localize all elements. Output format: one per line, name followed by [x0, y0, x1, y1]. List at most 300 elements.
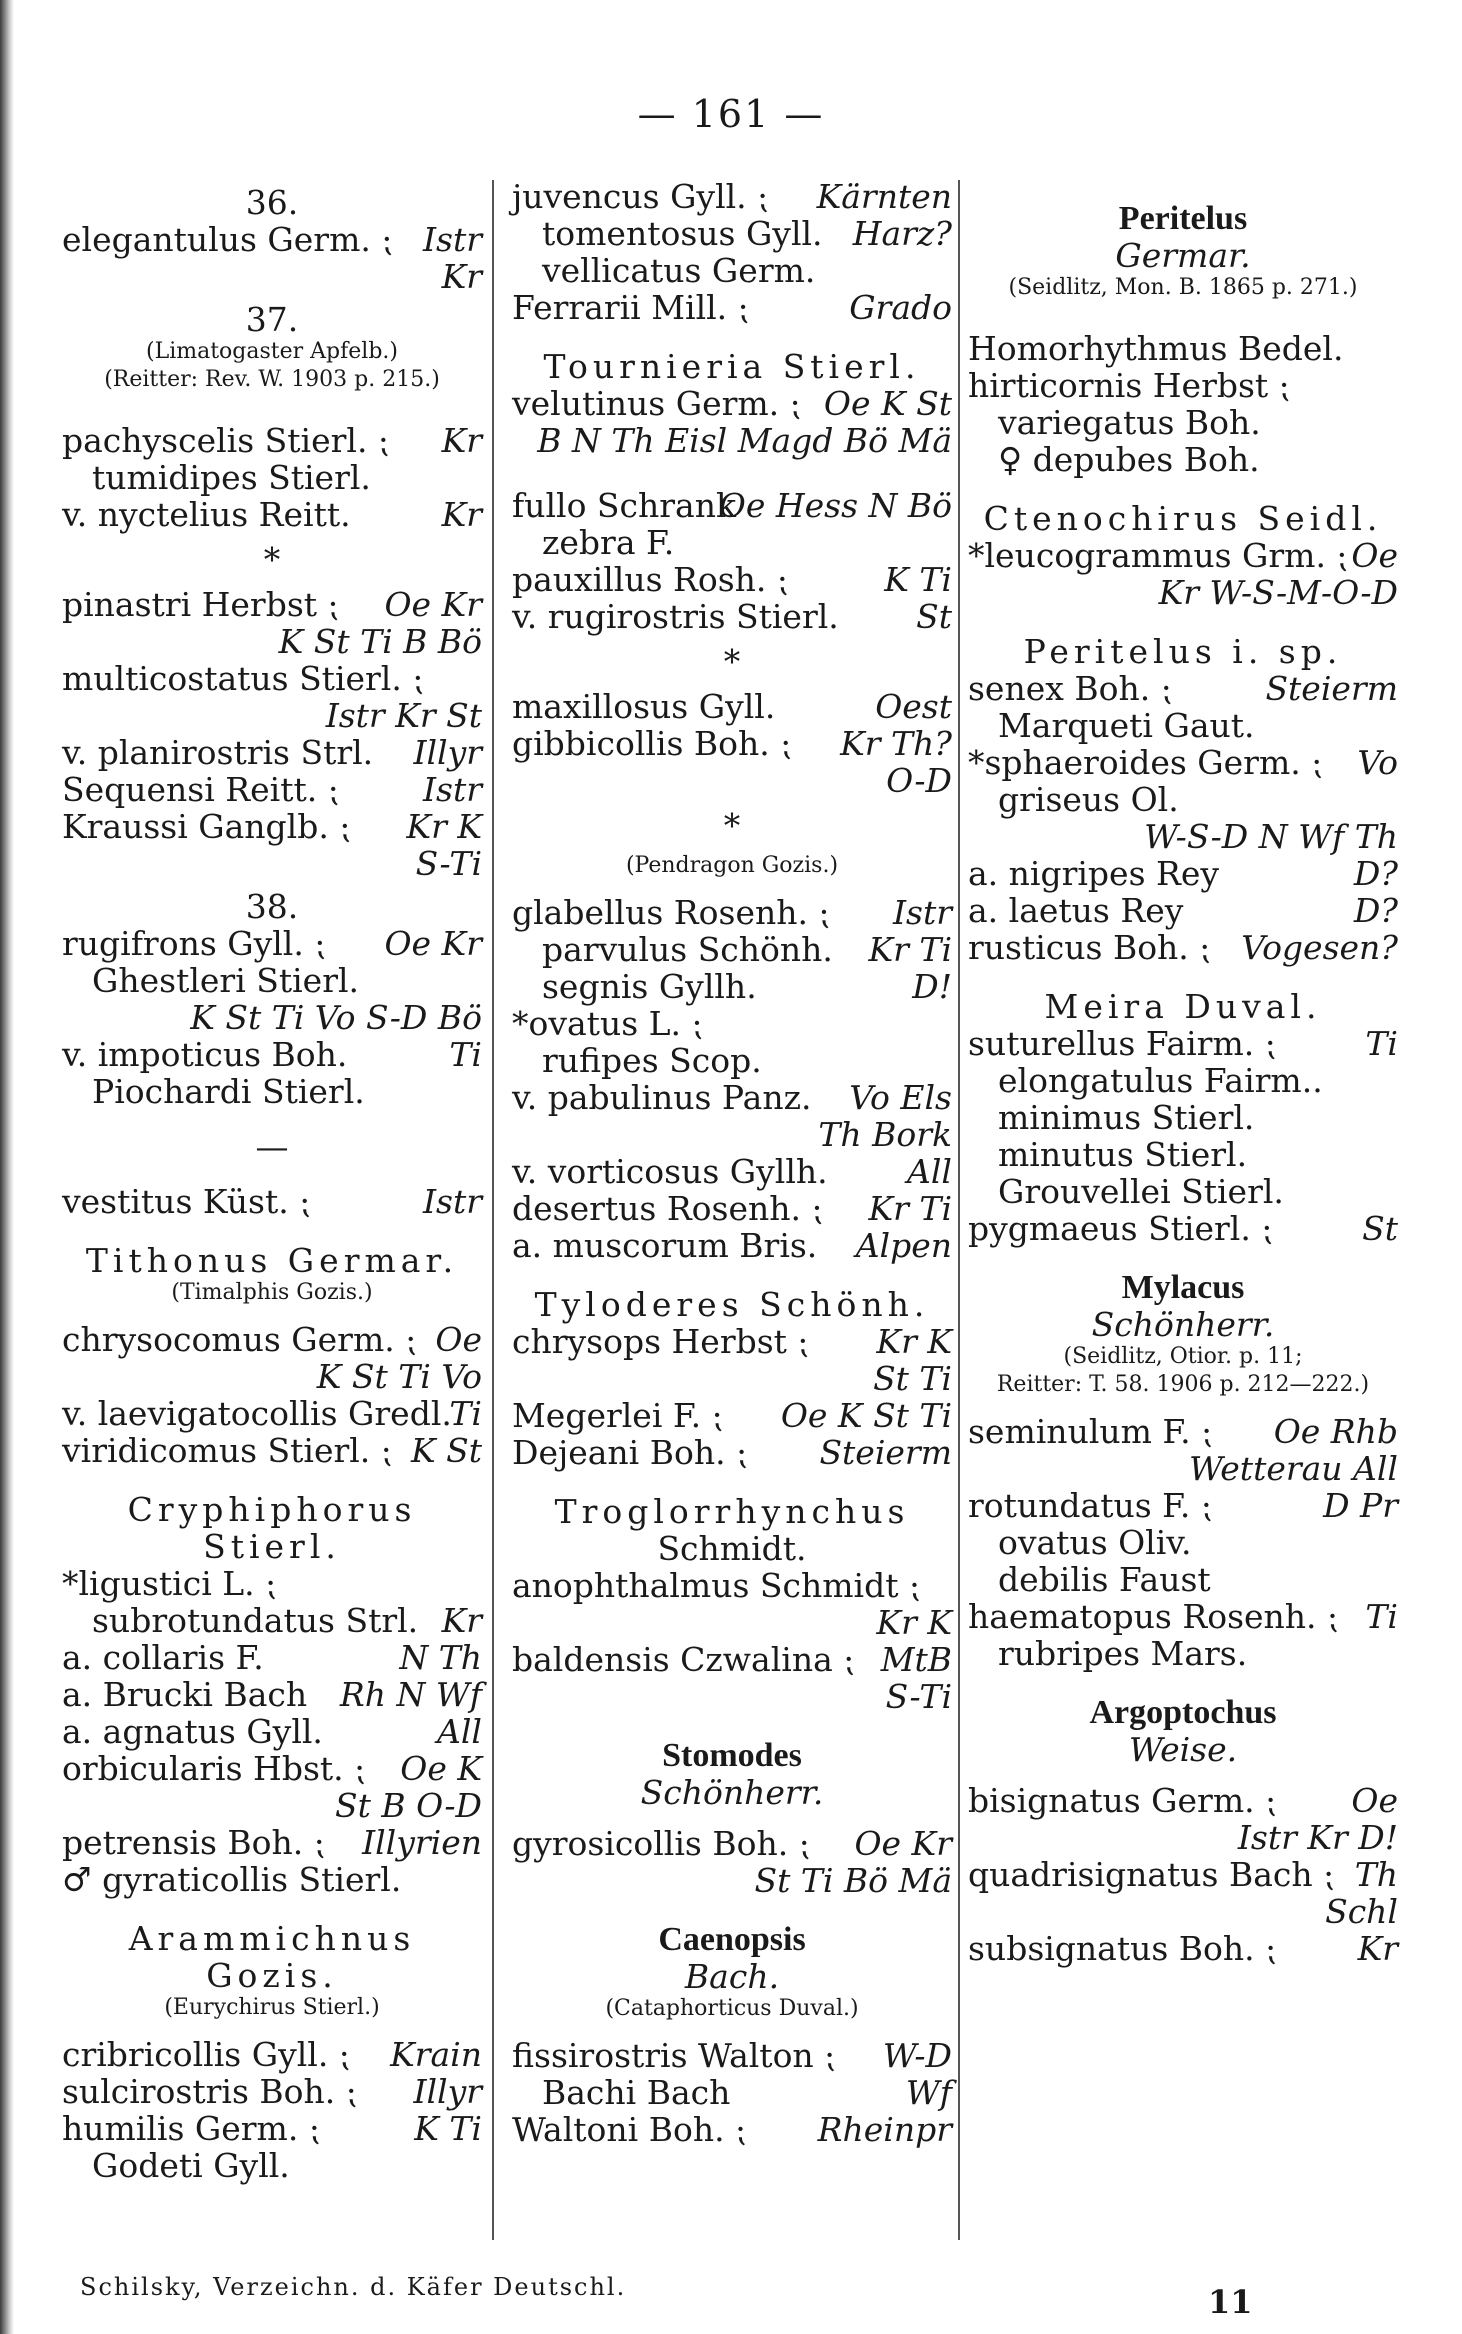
locality-continuation: K St Ti Vo [316, 1357, 482, 1396]
species-entry [968, 330, 1398, 367]
species-entry [512, 1227, 952, 1264]
locality-continuation: Kr [441, 257, 482, 296]
taxon-name: tomentosus Gyll. [542, 214, 823, 253]
taxon-name: velutinus Germ. ⁏ [512, 384, 801, 423]
species-entry [512, 1641, 952, 1678]
taxon-name: fullo Schrank [512, 486, 736, 525]
locality-continuation: St Ti [873, 1359, 952, 1398]
locality: D! [912, 967, 952, 1006]
taxon-name: a. agnatus Gyll. [62, 1712, 323, 1751]
locality: Krain [390, 2035, 482, 2074]
synonym-entry [968, 1062, 1398, 1099]
taxon-name: desertus Rosenh. ⁏ [512, 1189, 823, 1228]
taxon-name: Dejeani Boh. ⁏ [512, 1433, 748, 1472]
species-entry [968, 367, 1398, 404]
species-entry [512, 1825, 952, 1862]
species-entry [62, 1395, 482, 1432]
locality: Oe [1351, 536, 1398, 575]
taxon-name: gibbicollis Boh. ⁏ [512, 724, 792, 763]
genus-author: Bach. [684, 1957, 780, 1996]
locality: Kr K [876, 1322, 952, 1361]
locality: Kr Ti [868, 930, 952, 969]
spacer [512, 880, 952, 894]
species-entry [512, 2111, 952, 2148]
species-entry [62, 1565, 482, 1602]
taxon-name: cribricollis Gyll. ⁏ [62, 2035, 350, 2074]
taxon-name: anophthalmus Schmidt ⁏ [512, 1566, 921, 1605]
species-entry [968, 855, 1398, 892]
species-entry [968, 892, 1398, 929]
taxon-name: Ghestleri Stierl. [92, 961, 360, 1000]
separator-dash: — [255, 1127, 289, 1166]
species-entry [62, 221, 482, 258]
locality: St [1362, 1209, 1398, 1248]
species-entry [62, 808, 482, 845]
spacer [512, 1811, 952, 1825]
taxon-name: rubripes Mars. [998, 1634, 1248, 1673]
locality: Kärnten [816, 177, 952, 216]
species-entry [968, 1413, 1398, 1450]
taxon-name: ♂ gyraticollis Stierl. [62, 1860, 402, 1899]
genus-author: Schmidt. [657, 1529, 807, 1568]
synonym-entry [968, 1561, 1398, 1598]
spacer [968, 302, 1398, 330]
taxon-name: Waltoni Boh. ⁏ [512, 2110, 747, 2149]
taxon-name: ♀ depubes Boh. [998, 440, 1260, 479]
taxon-name: bisignatus Germ. ⁏ [968, 1781, 1277, 1820]
species-entry [968, 537, 1398, 574]
locality-continuation: K St Ti Vo S-D Bö [190, 998, 482, 1037]
taxon-name: senex Boh. ⁏ [968, 669, 1172, 708]
genus-heading: Tithonus Germar. [85, 1241, 459, 1280]
synonym-entry [968, 1099, 1398, 1136]
locality: Vogesen? [1241, 928, 1398, 967]
locality-continuation: Istr Kr D! [1237, 1818, 1398, 1857]
taxon-name: Ferrarii Mill. ⁏ [512, 288, 749, 327]
locality: W-D [882, 2036, 952, 2075]
locality: K St [410, 1431, 482, 1470]
locality: Rh N Wf [339, 1675, 482, 1714]
locality: Rheinpr [817, 2110, 952, 2149]
locality: All [907, 1152, 952, 1191]
locality: Oe Kr [384, 924, 482, 963]
synonym-entry [512, 2074, 952, 2111]
taxon-name: Sequensi Reitt. ⁏ [62, 770, 339, 809]
taxon-name: segnis Gyllh. [542, 967, 757, 1006]
species-entry [968, 1487, 1398, 1524]
species-entry [512, 1005, 952, 1042]
species-entry [512, 725, 952, 762]
locality: Ti [449, 1035, 482, 1074]
genus-heading: Mylacus [1121, 1269, 1245, 1306]
reference-note: (Pendragon Gozis.) [625, 853, 839, 878]
species-entry [512, 1079, 952, 1116]
taxon-name: suturellus Fairm. ⁏ [968, 1024, 1276, 1063]
locality: Kr Th? [840, 724, 952, 763]
taxon-name: subrotundatus Strl. [92, 1601, 419, 1640]
taxon-name: pauxillus Rosh. ⁏ [512, 560, 789, 599]
synonym-entry [968, 404, 1398, 441]
species-entry [512, 1434, 952, 1471]
species-entry [512, 385, 952, 422]
synonym-entry [968, 781, 1398, 818]
genus-heading: Cryphiphorus Stierl. [127, 1490, 417, 1566]
taxon-name: Kraussi Ganglb. ⁏ [62, 807, 351, 846]
taxon-name: *ligustici L. ⁏ [62, 1564, 277, 1603]
species-entry [512, 688, 952, 725]
species-entry [512, 178, 952, 215]
taxon-name: tumidipes Stierl. [92, 458, 371, 497]
locality: D? [1353, 854, 1398, 893]
genus-heading: Stomodes [662, 1737, 802, 1774]
locality: Oe [435, 1320, 482, 1359]
genus-author: Weise. [1128, 1730, 1238, 1769]
spacer [512, 2023, 952, 2037]
taxon-name: a. collaris F. [62, 1638, 264, 1677]
taxon-name: a. Brucki Bach [62, 1675, 308, 1714]
locality: Kr [441, 495, 482, 534]
species-entry [62, 1639, 482, 1676]
genus-heading: Tournieria Stierl. [543, 347, 921, 386]
locality: Grado [849, 288, 952, 327]
locality: Kr K [406, 807, 482, 846]
synonym-entry [62, 459, 482, 496]
genus-heading: Meira Duval. [1044, 987, 1322, 1026]
species-entry [62, 734, 482, 771]
locality: Istr [422, 1182, 482, 1221]
taxon-name: v. rugirostris Stierl. [512, 597, 839, 636]
reference-note: (Limatogaster Apfelb.) [146, 339, 398, 364]
reference-note: (Seidlitz, Otior. p. 11; [1063, 1344, 1303, 1369]
genus-author: Schönherr. [1091, 1305, 1275, 1344]
taxon-name: v. impoticus Boh. [62, 1035, 348, 1074]
genus-heading: Troglorrhynchus [554, 1492, 910, 1531]
locality: Kr [1357, 1929, 1398, 1968]
species-entry [62, 660, 482, 697]
column-2 [512, 178, 952, 2148]
genus-heading: Argoptochus [1089, 1694, 1277, 1731]
taxon-name: rusticus Boh. ⁏ [968, 928, 1211, 967]
reference-note: (Timalphis Gozis.) [171, 1280, 373, 1305]
locality-continuation: St B O-D [335, 1786, 482, 1825]
separator-asterisk: * [723, 806, 741, 845]
locality: Oe K [400, 1749, 482, 1788]
species-entry [512, 487, 952, 524]
taxon-name: minimus Stierl. [998, 1098, 1255, 1137]
taxon-name: v. vorticosus Gyllh. [512, 1152, 828, 1191]
species-entry [62, 1676, 482, 1713]
sheet-number: 11 [1208, 2283, 1253, 2321]
separator-asterisk: * [263, 540, 281, 579]
taxon-name: rotundatus F. ⁏ [968, 1486, 1213, 1525]
species-entry [512, 1190, 952, 1227]
species-entry [62, 2110, 482, 2147]
taxon-name: gyrosicollis Boh. ⁏ [512, 1824, 810, 1863]
locality: Ti [1365, 1024, 1398, 1063]
taxon-name: haematopus Rosenh. ⁏ [968, 1597, 1339, 1636]
species-entry [62, 925, 482, 962]
locality-continuation: Schl [1325, 1892, 1398, 1931]
species-entry [968, 670, 1398, 707]
taxon-name: Homorhythmus Bedel. [968, 329, 1344, 368]
separator-asterisk: * [723, 642, 741, 681]
taxon-name: a. laetus Rey [968, 891, 1184, 930]
taxon-name: v. nyctelius Reitt. [62, 495, 351, 534]
species-entry [968, 929, 1398, 966]
page-number: — 161 — [637, 92, 825, 136]
synonym-entry [62, 1073, 482, 1110]
taxon-name: variegatus Boh. [998, 403, 1261, 442]
locality: MtB [880, 1640, 952, 1679]
locality: Wf [905, 2073, 952, 2112]
reference-note: (Seidlitz, Mon. B. 1865 p. 271.) [1008, 275, 1358, 300]
locality-continuation: B N Th Eisl Magd Bö Mä [537, 421, 952, 460]
taxon-name: pachyscelis Stierl. ⁏ [62, 421, 390, 460]
species-entry [512, 1153, 952, 1190]
species-entry [62, 2073, 482, 2110]
column-1 [62, 178, 482, 2184]
taxon-name: sulcirostris Boh. ⁏ [62, 2072, 357, 2111]
spacer [968, 1768, 1398, 1782]
species-entry [62, 1036, 482, 1073]
taxon-name: hirticornis Herbst ⁏ [968, 366, 1290, 405]
genus-heading: Arammichnus Gozis. [128, 1919, 416, 1995]
spacer [62, 2022, 482, 2036]
locality: Ti [449, 1394, 482, 1433]
taxon-name: seminulum F. ⁏ [968, 1412, 1213, 1451]
taxon-name: vestitus Küst. ⁏ [62, 1182, 311, 1221]
synonym-entry [968, 1173, 1398, 1210]
synonym-entry [512, 215, 952, 252]
locality-continuation: S-Ti [885, 1677, 952, 1716]
locality: Oe Hess N Bö [718, 486, 952, 525]
reference-note: (Eurychirus Stierl.) [164, 1995, 380, 2020]
taxon-name: *ovatus L. ⁏ [512, 1004, 703, 1043]
taxon-name: Grouvellei Stierl. [998, 1172, 1284, 1211]
footer-citation: Schilsky, Verzeichn. d. Käfer Deutschl. [80, 2273, 627, 2301]
taxon-name: rufipes Scop. [542, 1041, 762, 1080]
genus-author: Schönherr. [640, 1773, 824, 1812]
locality: K Ti [414, 2109, 482, 2148]
binding-edge [0, 0, 14, 2334]
taxon-name: rugifrons Gyll. ⁏ [62, 924, 326, 963]
locality: Steierm [1265, 669, 1398, 708]
synonym-entry [62, 962, 482, 999]
locality: Oe Rhb [1273, 1412, 1398, 1451]
taxon-name: orbicularis Hbst. ⁏ [62, 1749, 366, 1788]
species-entry [512, 561, 952, 598]
taxon-name: humilis Germ. ⁏ [62, 2109, 320, 2148]
locality: Oe Kr [854, 1824, 952, 1863]
locality-continuation: Kr W-S-M-O-D [1158, 573, 1398, 612]
taxon-name: baldensis Czwalina ⁏ [512, 1640, 855, 1679]
column-divider-2 [958, 180, 960, 2240]
species-entry [512, 1397, 952, 1434]
taxon-name: Piochardi Stierl. [92, 1072, 365, 1111]
taxon-name: petrensis Boh. ⁏ [62, 1823, 325, 1862]
species-entry [62, 2036, 482, 2073]
taxon-name: *leucogrammus Grm. ⁏ [968, 536, 1348, 575]
locality: Istr [892, 893, 952, 932]
locality: Alpen [855, 1226, 952, 1265]
taxon-name: chrysocomus Germ. ⁏ [62, 1320, 417, 1359]
synonym-entry [512, 524, 952, 561]
column-divider-1 [492, 180, 494, 2240]
locality: Th [1354, 1855, 1398, 1894]
genus-heading: Caenopsis [658, 1921, 806, 1958]
group-number: 36. [245, 183, 299, 222]
locality: Illyrien [362, 1823, 482, 1862]
locality: D? [1353, 891, 1398, 930]
locality: Oe K St [823, 384, 952, 423]
species-entry [62, 1713, 482, 1750]
locality: St [916, 597, 952, 636]
locality: All [437, 1712, 482, 1751]
taxon-name: pinastri Herbst ⁏ [62, 585, 339, 624]
species-entry [62, 1432, 482, 1469]
synonym-entry [968, 1136, 1398, 1173]
species-entry [62, 771, 482, 808]
species-entry [62, 1183, 482, 1220]
taxon-name: chrysops Herbst ⁏ [512, 1322, 809, 1361]
locality: Oest [875, 687, 952, 726]
locality: Istr [422, 220, 482, 259]
synonym-entry [512, 1042, 952, 1079]
synonym-entry [968, 707, 1398, 744]
locality: N Th [399, 1638, 482, 1677]
spacer [968, 1399, 1398, 1413]
locality: Harz? [852, 214, 952, 253]
taxon-name: a. nigripes Rey [968, 854, 1220, 893]
locality: Steierm [819, 1433, 952, 1472]
group-number: 37. [245, 300, 299, 339]
reference-note: (Cataphorticus Duval.) [605, 1996, 859, 2021]
taxon-name: pygmaeus Stierl. ⁏ [968, 1209, 1273, 1248]
spacer [62, 394, 482, 422]
synonym-entry [968, 1524, 1398, 1561]
synonym-entry [968, 1635, 1398, 1672]
species-entry [512, 894, 952, 931]
species-entry [62, 422, 482, 459]
taxon-name: v. laevigatocollis Gredl. [62, 1394, 452, 1433]
species-entry [512, 1323, 952, 1360]
species-entry [512, 2037, 952, 2074]
locality-continuation: S-Ti [415, 844, 482, 883]
locality: D Pr [1323, 1486, 1398, 1525]
synonym-entry [968, 441, 1398, 478]
locality: Illyr [413, 2072, 482, 2111]
locality: Kr [441, 1601, 482, 1640]
reference-note: (Reitter: Rev. W. 1903 p. 215.) [104, 367, 440, 392]
taxon-name: juvencus Gyll. ⁏ [512, 177, 769, 216]
species-entry [62, 1750, 482, 1787]
taxon-name: *sphaeroides Germ. ⁏ [968, 743, 1323, 782]
species-entry [968, 1856, 1398, 1893]
species-entry [968, 1598, 1398, 1635]
taxon-name: Marqueti Gaut. [998, 706, 1255, 745]
genus-heading: Ctenochirus Seidl. [983, 499, 1383, 538]
taxon-name: a. muscorum Bris. [512, 1226, 818, 1265]
locality-continuation: Kr K [876, 1603, 952, 1642]
group-number: 38. [245, 887, 299, 926]
locality: Oe K St Ti [780, 1396, 952, 1435]
locality: Illyr [413, 733, 482, 772]
locality-continuation: K St Ti B Bö [278, 622, 482, 661]
spacer [512, 459, 952, 487]
locality-continuation: Th Bork [818, 1115, 952, 1154]
locality: Istr [422, 770, 482, 809]
taxon-name: zebra F. [542, 523, 675, 562]
taxon-name: maxillosus Gyll. [512, 687, 776, 726]
taxon-name: Bachi Bach [542, 2073, 731, 2112]
locality: Oe [1351, 1781, 1398, 1820]
species-entry [62, 1321, 482, 1358]
taxon-name: subsignatus Boh. ⁏ [968, 1929, 1277, 1968]
species-entry [968, 1210, 1398, 1247]
taxon-name: debilis Faust [998, 1560, 1211, 1599]
column-3 [968, 178, 1398, 1967]
synonym-entry [512, 252, 952, 289]
taxon-name: griseus Ol. [998, 780, 1179, 819]
locality-continuation: Istr Kr St [325, 696, 482, 735]
species-entry [62, 496, 482, 533]
species-entry [512, 1567, 952, 1604]
locality: Kr Ti [868, 1189, 952, 1228]
taxon-name: fissirostris Walton ⁏ [512, 2036, 836, 2075]
taxon-name: Godeti Gyll. [92, 2146, 290, 2185]
locality: Vo [1357, 743, 1398, 782]
taxon-name: elegantulus Germ. ⁏ [62, 220, 393, 259]
species-entry [62, 1861, 482, 1898]
reference-note: Reitter: T. 58. 1906 p. 212—222.) [996, 1372, 1370, 1397]
locality: Kr [441, 421, 482, 460]
species-entry [62, 586, 482, 623]
locality: Vo Els [849, 1078, 952, 1117]
locality-continuation: W-S-D N Wf Th [1144, 817, 1398, 856]
taxon-name: multicostatus Stierl. ⁏ [62, 659, 424, 698]
locality: Oe Kr [384, 585, 482, 624]
species-entry [512, 289, 952, 326]
taxon-name: quadrisignatus Bach ⁏ [968, 1855, 1335, 1894]
taxon-name: ovatus Oliv. [998, 1523, 1192, 1562]
locality-continuation: O-D [886, 761, 952, 800]
taxon-name: v. pabulinus Panz. [512, 1078, 812, 1117]
genus-heading: Peritelus i. sp. [1023, 632, 1343, 671]
species-entry [968, 1930, 1398, 1967]
taxon-name: minutus Stierl. [998, 1135, 1248, 1174]
locality-continuation: St Ti Bö Mä [754, 1861, 952, 1900]
taxon-name: vellicatus Germ. [542, 251, 816, 290]
species-entry [968, 1782, 1398, 1819]
genus-heading: Tyloderes Schönh. [534, 1285, 930, 1324]
synonym-entry [62, 1602, 482, 1639]
taxon-name: v. planirostris Strl. [62, 733, 374, 772]
taxon-name: elongatulus Fairm.. [998, 1061, 1323, 1100]
taxon-name: parvulus Schönh. [542, 930, 833, 969]
synonym-entry [62, 2147, 482, 2184]
spacer [62, 1307, 482, 1321]
taxon-name: Megerlei F. ⁏ [512, 1396, 723, 1435]
species-entry [512, 598, 952, 635]
locality: K Ti [884, 560, 952, 599]
genus-heading: Peritelus [1118, 200, 1248, 237]
species-entry [62, 1824, 482, 1861]
species-entry [968, 744, 1398, 781]
taxon-name: viridicomus Stierl. ⁏ [62, 1431, 392, 1470]
species-entry [968, 1025, 1398, 1062]
genus-author: Germar. [1115, 236, 1251, 275]
synonym-entry [512, 968, 952, 1005]
